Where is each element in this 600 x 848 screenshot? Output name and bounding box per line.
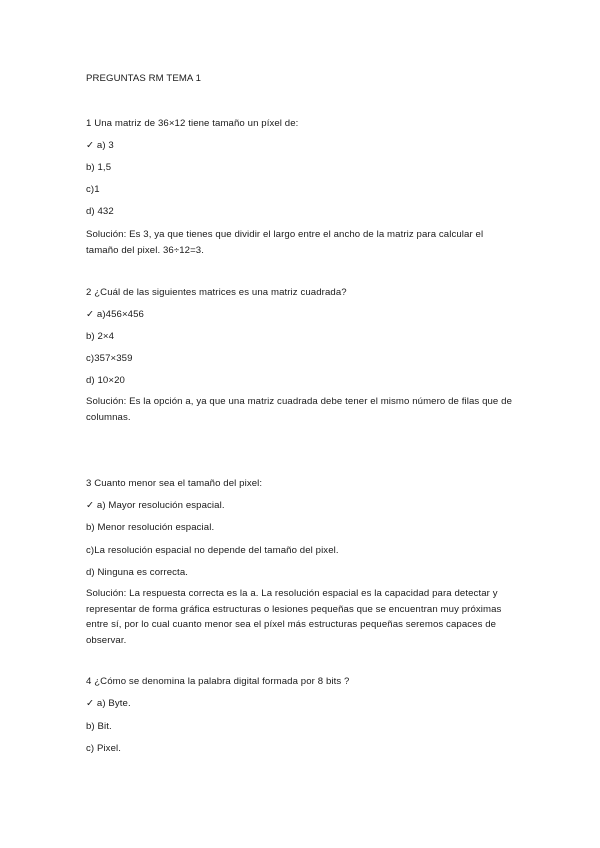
question-2-option-d: d) 10×20 [86,375,125,386]
question-4-option-b: b) Bit. [86,721,112,732]
question-2-solution: Solución: Es la opción a, ya que una matriz cuadrada debe tener el mismo número de filas que de columnas. [86,396,513,423]
question-3-solution: Solución: La respuesta correcta es la a. La resolución espacial es la capacidad para detectar y representar de forma gráfica estructuras o lesiones pequeñas que se encuentran muy próximas entre sí, por lo cual cuanto menor sea el píxel más estructuras pequeñas seremos capaces de observar. [86,588,502,646]
question-3-option-d: d) Ninguna es correcta. [86,567,189,578]
question-3-option-b: b) Menor resolución espacial. [86,522,215,533]
question-1-option-a: ✓ a) 3 [86,140,114,151]
document-title: PREGUNTAS RM TEMA 1 [86,73,202,84]
question-2-option-b: b) 2×4 [86,331,115,342]
question-1-option-b: b) 1,5 [86,162,112,173]
question-4-option-c: c) Pixel. [86,743,122,754]
question-4-option-a: ✓ a) Byte. [86,698,131,709]
question-3-option-c: c)La resolución espacial no depende del tamaño del pixel. [86,545,339,556]
question-4-prompt: 4 ¿Cómo se denomina la palabra digital formada por 8 bits ? [86,676,350,687]
question-1-option-d: d) 432 [86,206,114,217]
question-3-option-a: ✓ a) Mayor resolución espacial. [86,500,225,511]
question-2-prompt: 2 ¿Cuál de las siguientes matrices es una matriz cuadrada? [86,287,347,298]
question-1-option-c: c)1 [86,184,100,195]
question-2-option-a: ✓ a)456×456 [86,309,144,320]
question-3-prompt: 3 Cuanto menor sea el tamaño del pixel: [86,478,263,489]
question-1-prompt: 1 Una matriz de 36×12 tiene tamaño un píxel de: [86,118,299,129]
question-2-option-c: c)357×359 [86,353,133,364]
question-1-solution: Solución: Es 3, ya que tienes que dividir el largo entre el ancho de la matriz para calcular el tamaño del pixel. 36÷12=3. [86,229,484,256]
